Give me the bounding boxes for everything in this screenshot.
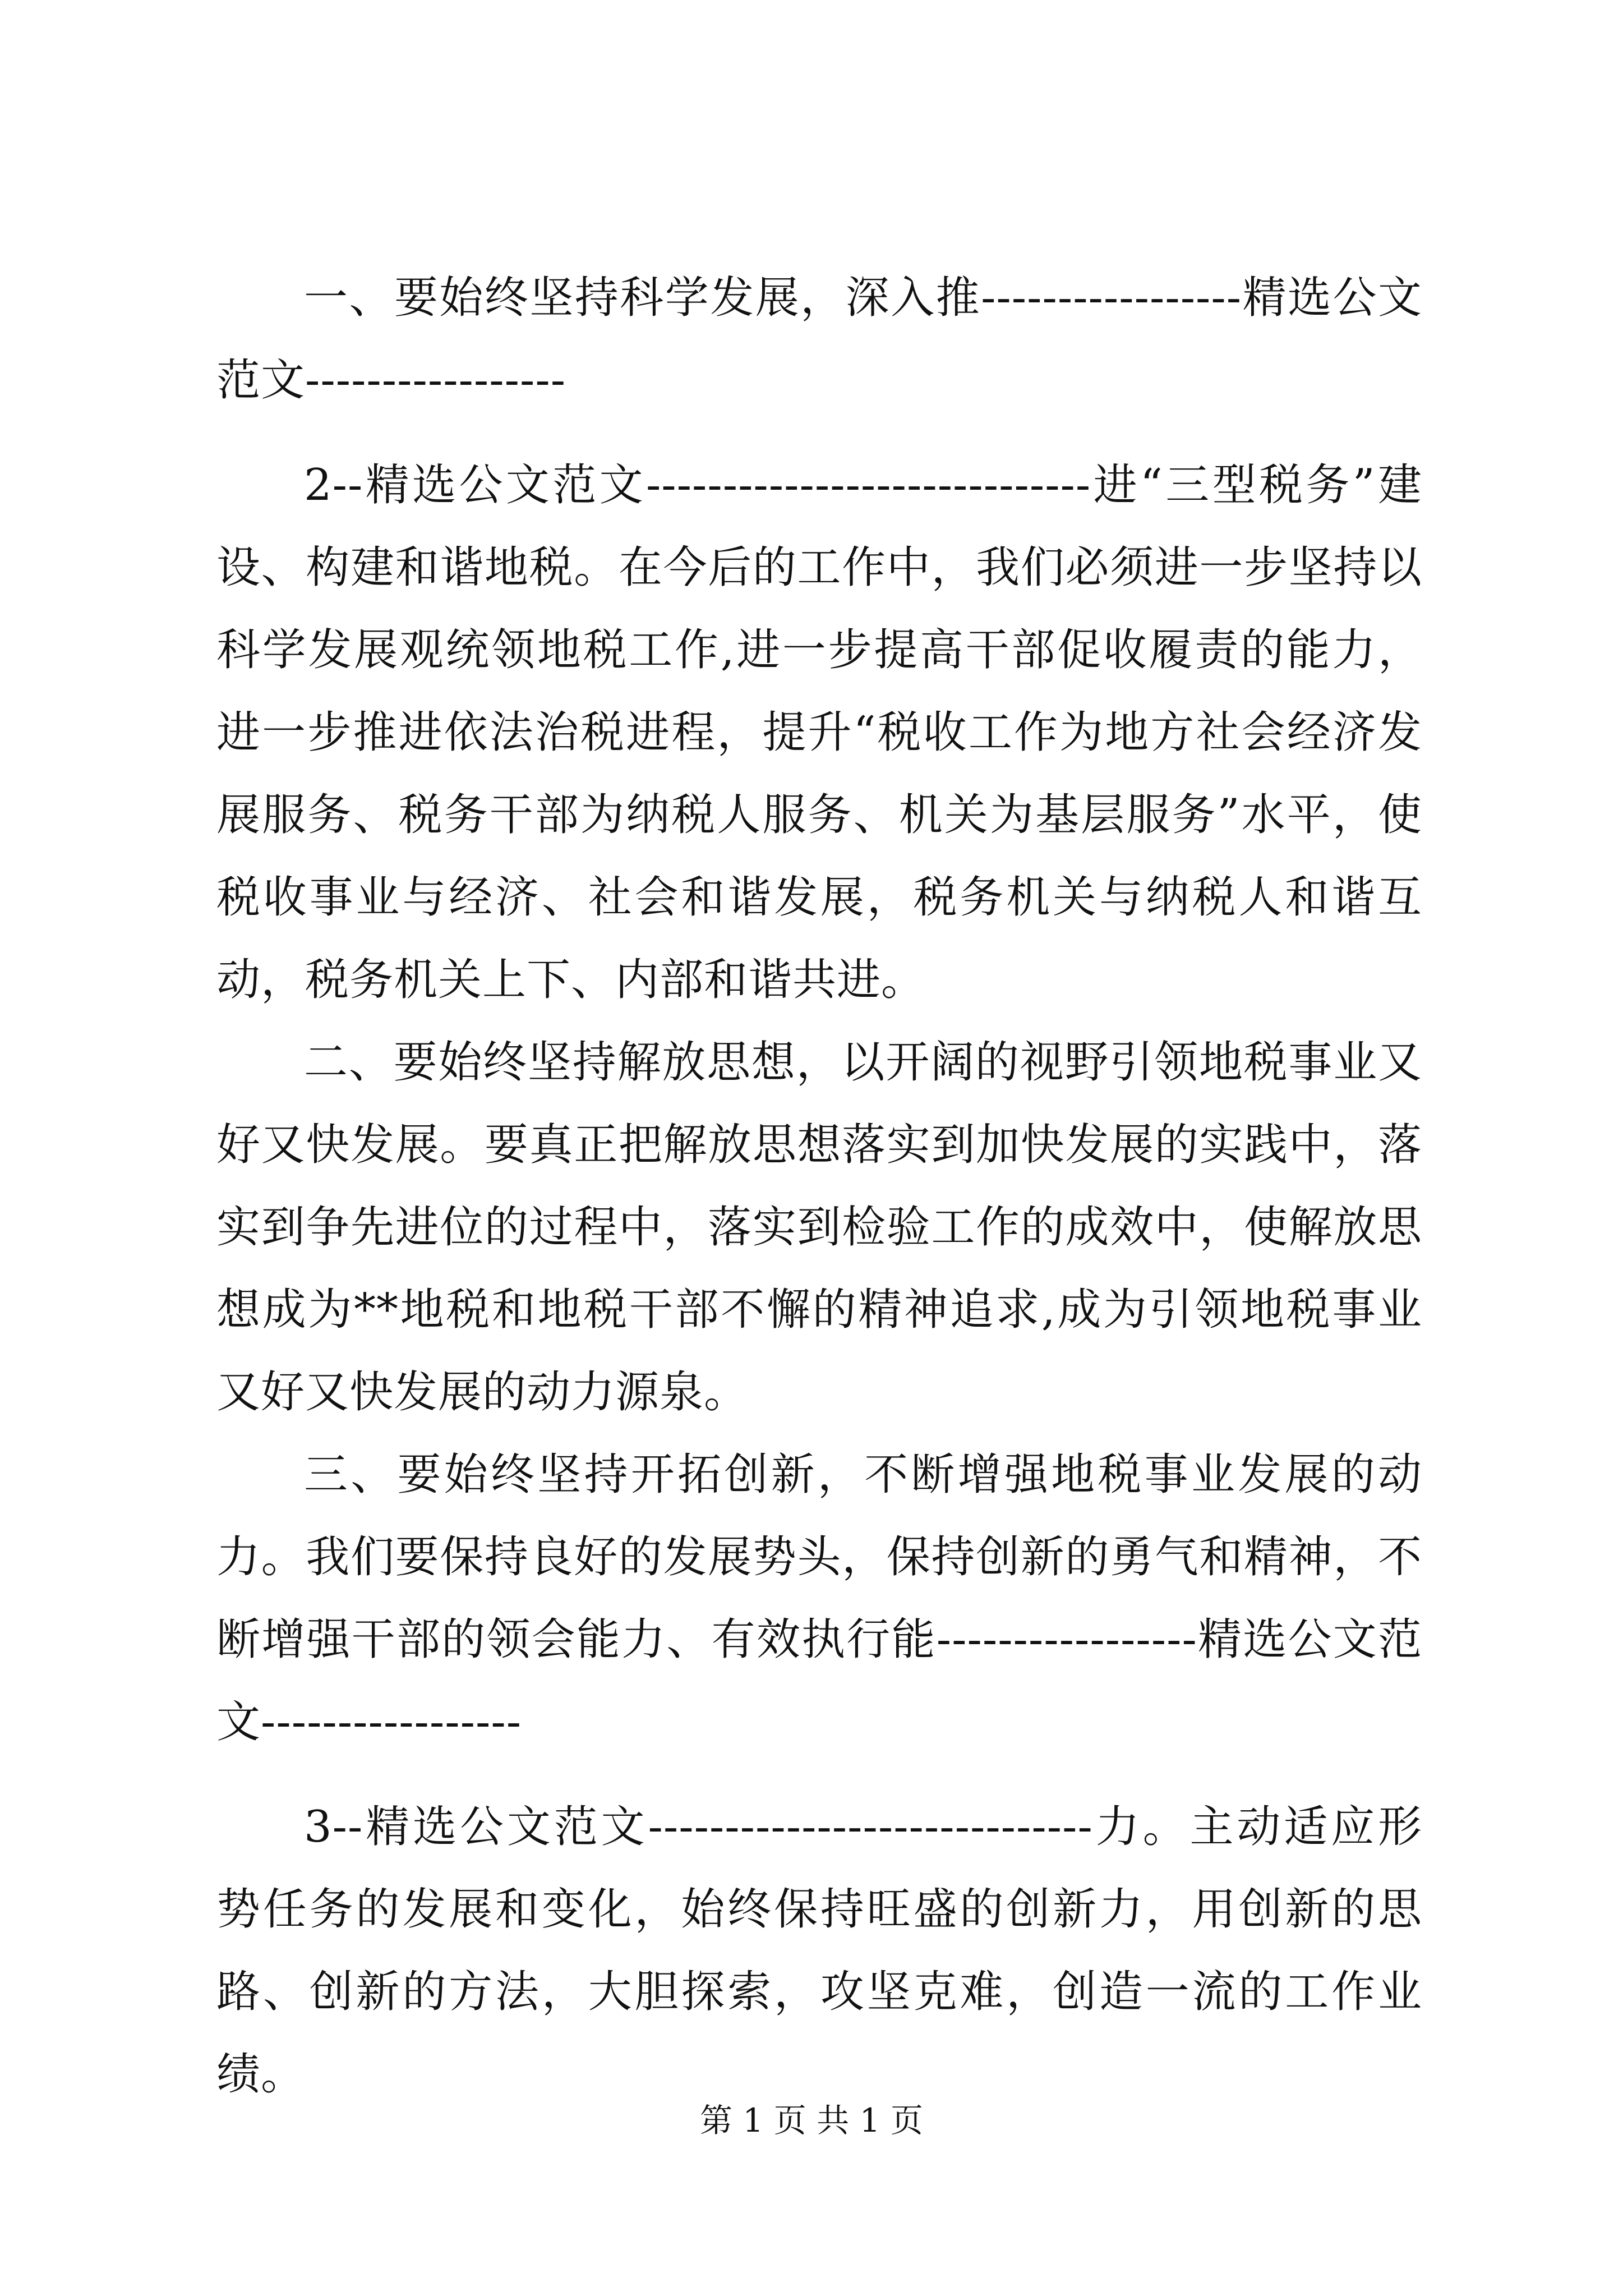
paragraph-5: 3--精选公文范文-----------------------------力。主动适应形势任务的发展和变化，始终保持旺盛的创新力，用创新的思路、创新的方法，大胆探索，攻坚克难，创造一流的工作业绩。 <box>216 1802 1422 2100</box>
page-number-footer: 第 1 页 共 1 页 <box>700 2101 923 2139</box>
paragraph-1: 一、要始终坚持科学发展，深入推-----------------精选公文范文----------------- <box>216 273 1422 406</box>
paragraph-3: 二、要始终坚持解放思想，以开阔的视野引领地税事业又好又快发展。要真正把解放思想落实到加快发展的实践中，落实到争先进位的过程中，落实到检验工作的成效中，使解放思想成为**地税和地税干部不懈的精神追求,成为引领地税事业又好又快发展的动力源泉。 <box>216 1037 1422 1418</box>
document-body <box>216 257 1422 2116</box>
paragraph-2: 2--精选公文范文-----------------------------进“三型税务”建设、构建和谐地税。在今后的工作中，我们必须进一步坚持以科学发展观统领地税工作,进一步提高干部促收履责的能力，进一步推进依法治税进程，提升“税收工作为地方社会经济发展服务、税务干部为纳税人服务、机关为基层服务”水平，使税收事业与经济、社会和谐发展，税务机关与纳税人和谐互动，税务机关上下、内部和谐共进。 <box>216 460 1422 1005</box>
paragraph-4: 三、要始终坚持开拓创新，不断增强地税事业发展的动力。我们要保持良好的发展势头，保持创新的勇气和精神，不断增强干部的领会能力、有效执行能-----------------精选公文范文----------------- <box>216 1450 1422 1747</box>
